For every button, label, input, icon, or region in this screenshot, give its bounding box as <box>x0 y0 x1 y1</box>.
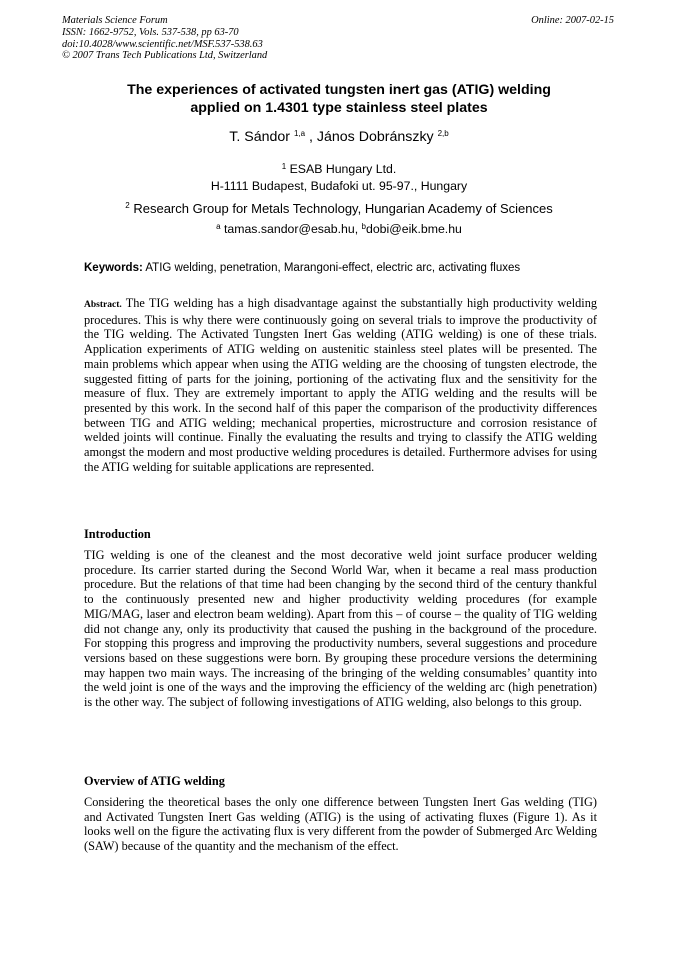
journal-header <box>62 15 267 62</box>
author-emails: $^a$ tamas.sandor@esab.hu, $^b$dobi@eik.bme.hu <box>216 222 462 236</box>
introduction-heading: Introduction <box>84 527 151 541</box>
keywords <box>84 261 604 275</box>
author-1-name: T. Sándor <box>229 129 291 145</box>
online-date: Online: 2007-02-15 <box>531 15 614 26</box>
overview-heading: Overview of ATIG welding <box>84 774 225 788</box>
author-separator: , <box>305 129 317 145</box>
paper-title <box>62 81 616 117</box>
affiliation-1-address: H-1111 Budapest, Budafoki ut. 95-97., Hungary <box>210 179 468 193</box>
author-list <box>62 128 616 146</box>
overview-text: Considering the theoretical bases the only one difference between Tungsten Inert Gas welding (TIG) and Activated Tungsten Inert Gas welding (ATIG) is the using of activating fluxes (Figure 1). As it looks well on the figure the activating flux is very different from the powder of Submerged Arc Welding (SAW) because of the quantity and the mechanism of the effect. <box>84 795 597 854</box>
email-a-link[interactable]: tamas.sandor@esab.hu, <box>220 222 362 236</box>
title-line-1: The experiences of activated tungsten inert gas (ATIG) welding <box>127 82 551 98</box>
keywords-label: Keywords: <box>84 262 143 274</box>
abstract <box>84 296 597 474</box>
abstract-label: Abstract. <box>84 300 122 310</box>
journal-doi: doi:10.4028/www.scientific.net/MSF.537-538.63 <box>62 38 263 50</box>
affiliation-1: $^1$ ESAB Hungary Ltd. <box>281 162 397 176</box>
journal-copyright: © 2007 Trans Tech Publications Ltd, Switzerland <box>62 50 268 62</box>
author-2-name: János Dobránszky <box>316 129 434 145</box>
author-2-affil: 2,b <box>437 129 449 138</box>
author-1-affil: 1,a <box>293 129 306 138</box>
introduction-text: TIG welding is one of the cleanest and the most decorative weld joint surface producer welding procedure. Its carrier started during the Second World War, when it became a real mass production procedure. But the relations of that time had been changing by the second third of the century thankful to the continuously presented new and higher productivity welding procedures (for example MIG/MAG, laser and electron beam welding). Apart from this – of course – the quality of TIG welding did not change any, only its productivity that caused the pushing in the background of the procedure. For stopping this progress and improving the productivity numbers, several suggestions and procedure versions based on these suggestions were born. By grouping these procedure versions the determining may happen two main ways. The increasing of the bringing of the welding consumables’ quantity into the weld joint is one of the ways and the improving the efficiency of the welding arc (high penetration) is the other way. The subject of following investigations of ATIG welding, also belongs to this group. <box>84 548 597 710</box>
affiliation-2: $^2$ Research Group for Metals Technology, Hungarian Academy of Sciences <box>125 201 553 216</box>
abstract-text: The TIG welding has a high disadvantage against the substantially high productivity welding procedures. This is why there were continuously going on several trials to improve the productivity of the TIG welding. The Activated Tungsten Inert Gas welding (ATIG welding) is one of these trials. Application experiments of ATIG welding on austenitic stainless steel plates will be presented. The main problems which appear when using the ATIG welding are the choosing of tungsten electrode, the suggested fitting of parts for the joining, portioning of the activating flux and the sensitivity for the measure of flux. They are extremely important to apply the ATIG welding and the results will be presented by this work. In the second half of this paper the comparison of the productivity differences between TIG and ATIG welding; mechanical properties, microstructure and corrosion resistance of welded joints will continue. Finally the evaluating the results and trying to classify the ATIG welding amongst the modern and most productive welding procedures is detailed. Furthermore advises for using the ATIG welding for suitable applications are represented. <box>84 296 597 474</box>
journal-issn: ISSN: 1662-9752, Vols. 537-538, pp 63-70 <box>62 26 239 38</box>
keywords-text: ATIG welding, penetration, Marangoni-effect, electric arc, activating fluxes <box>142 262 521 274</box>
email-b-link[interactable]: dobi@eik.bme.hu <box>366 222 462 236</box>
title-line-2: applied on 1.4301 type stainless steel plates <box>190 100 488 116</box>
journal-name: Materials Science Forum <box>62 15 168 26</box>
